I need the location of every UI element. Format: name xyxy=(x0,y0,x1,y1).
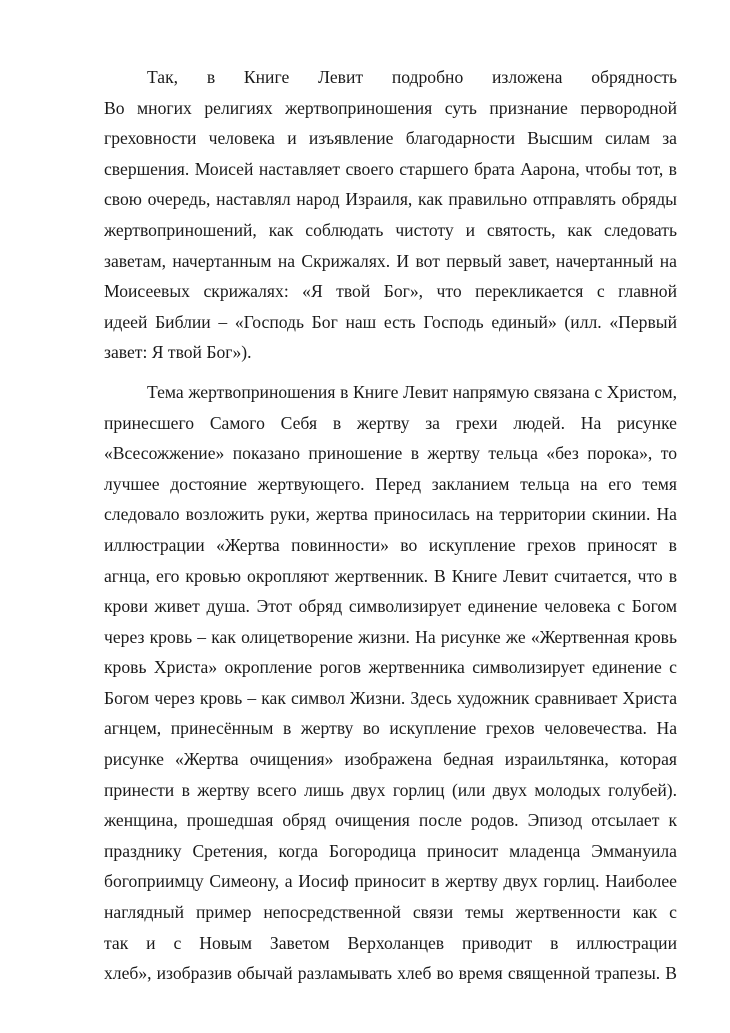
text-line: жертвоприношений, как соблюдать чистоту и святость, как следовать xyxy=(104,219,677,240)
text-line: «Всесожжение» показано приношение в жертву тельца «без порока», то xyxy=(104,443,677,464)
text-line: Так, в Книге Левит подробно изложена обрядность xyxy=(147,67,677,87)
text-line: завет: Я твой Бог»). xyxy=(104,342,252,363)
text-line: принести в жертву всего лишь двух горлиц (или двух молодых голубей). xyxy=(104,779,677,800)
text-line: богоприимцу Симеону, а Иосиф приносит в жертву двух горлиц. Наиболее xyxy=(104,871,677,892)
text-line: следовало возложить руки, жертва приносилась на территории скинии. На xyxy=(104,504,677,525)
text-line: агнцем, принесённым в жертву во искупление грехов человечества. На xyxy=(104,718,677,739)
text-line: хлеб», изобразив обычай разламывать хлеб во время священной трапезы. В xyxy=(104,963,677,984)
paragraph-1 xyxy=(104,62,677,368)
text-line: Тема жертвоприношения в Книге Левит напрямую связана с Христом, xyxy=(147,381,677,402)
text-line: свою очередь, наставлял народ Израиля, как правильно отправлять обряды xyxy=(104,189,677,210)
text-line: рисунке «Жертва очищения» изображена бедная израильтянка, которая xyxy=(104,749,677,770)
text-line: Во многих религиях жертвоприношения суть признание первородной xyxy=(104,97,677,118)
text-line: Богом через кровь – как символ Жизни. Здесь художник сравнивает Христа xyxy=(104,687,677,708)
text-line: через кровь – как олицетворение жизни. На рисунке же «Жертвенная кровь xyxy=(104,626,677,647)
text-line: так и с Новым Заветом Верхоланцев приводит в иллюстрации xyxy=(104,932,677,953)
document-page xyxy=(104,62,677,989)
text-line: иллюстрации «Жертва повинности» во искупление грехов приносят в xyxy=(104,534,677,555)
paragraph-2 xyxy=(104,377,677,989)
text-line: кровь Христа» окропление рогов жертвенника символизирует единение с xyxy=(104,657,677,678)
text-line: агнца, его кровью окропляют жертвенник. В Книге Левит считается, что в xyxy=(104,565,677,586)
text-line: греховности человека и изъявление благодарности Высшим силам за xyxy=(104,128,677,149)
text-line: празднику Сретения, когда Богородица приносит младенца Эммануила xyxy=(104,840,677,861)
text-line: свершения. Моисей наставляет своего старшего брата Аарона, чтобы тот, в xyxy=(104,158,677,179)
text-line: заветам, начертанным на Скрижалях. И вот первый завет, начертанный на xyxy=(104,250,677,271)
text-line: крови живет душа. Этот обряд символизирует единение человека с Богом xyxy=(104,596,677,617)
text-line: идеей Библии – «Господь Бог наш есть Господь единый» (илл. «Первый xyxy=(104,311,677,332)
text-line: лучшее достояние жертвующего. Перед закланием тельца на его темя xyxy=(104,473,677,494)
text-line: наглядный пример непосредственной связи темы жертвенности как с xyxy=(104,902,677,923)
text-line: принесшего Самого Себя в жертву за грехи людей. На рисунке xyxy=(104,412,677,433)
text-line: Моисеевых скрижалях: «Я твой Бог», что перекликается с главной xyxy=(104,281,677,302)
text-line: женщина, прошедшая обряд очищения после родов. Эпизод отсылает к xyxy=(104,810,677,831)
